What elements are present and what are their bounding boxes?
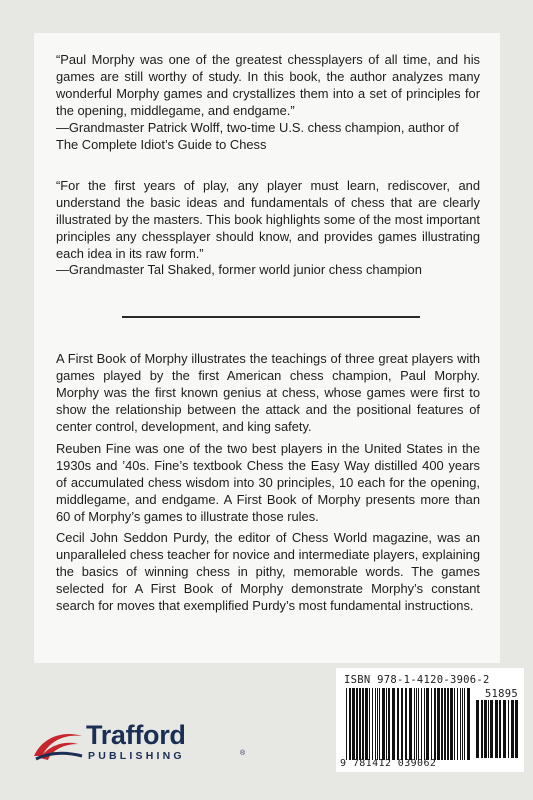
isbn-barcode (336, 668, 524, 772)
praise-quote-1: “Paul Morphy was one of the greatest chessplayers of all time, and his games are still worthy of study. In this book, the author analyzes many wonderful Morphy games and crystallizes them into a set of principles for the opening, middlegame, and endgame.” (56, 52, 480, 118)
praise-quote-2: “For the first years of play, any player must learn, rediscover, and understand the basic ideas and fundamentals of chess that are clearly illustrated by the masters. This book highlights some of the most important principles any chessplayer should know, and provides games illustrating each idea in its raw form.” (56, 178, 480, 261)
publisher-logo (32, 722, 252, 766)
praise-attribution-2: —Grandmaster Tal Shaked, former world junior chess champion (56, 262, 422, 277)
publisher-subtitle: PUBLISHING (88, 750, 185, 762)
publisher-name: Trafford (86, 720, 186, 750)
description-paragraph-2: Reuben Fine was one of the two best players in the United States in the 1930s and ’40s. Fine’s textbook Chess the Easy Way distilled 400 years of accumulated chess wisdom into 30 principles, 10 each for the opening, middlegame, and endgame. A First Book of Morphy presents more than 60 of Morphy’s games to illustrate those rules. (56, 441, 480, 524)
praise-attribution-1: —Grandmaster Patrick Wolff, two-time U.S. chess champion, author of The Complete Idiot’s Guide to Chess (56, 120, 459, 152)
swoosh-icon (32, 726, 86, 762)
section-divider (122, 316, 420, 318)
ean-digits: 9 781412 039062 (340, 758, 437, 769)
isbn-label: ISBN 978-1-4120-3906-2 (344, 674, 490, 686)
price-barcode-bars (476, 700, 518, 758)
description-paragraph-1: A First Book of Morphy illustrates the teachings of three great players with games played by the first American chess champion, Paul Morphy. Morphy was the first known genius at chess, whose games were first to show the relationship between the attack and the positional features of center control, development, and king safety. (56, 351, 480, 434)
ean-barcode-bars (346, 688, 470, 760)
description-paragraph-3: Cecil John Seddon Purdy, the editor of Chess World magazine, was an unparalleled chess teacher for novice and intermediate players, explaining the basics of winning chess in pithy, memorable words. The games selected for A First Book of Morphy demonstrate Morphy’s constant search for moves that exemplified Purdy’s most fundamental instructions. (56, 530, 480, 613)
price-code: 51895 (484, 688, 518, 700)
registered-mark: ® (240, 750, 246, 757)
